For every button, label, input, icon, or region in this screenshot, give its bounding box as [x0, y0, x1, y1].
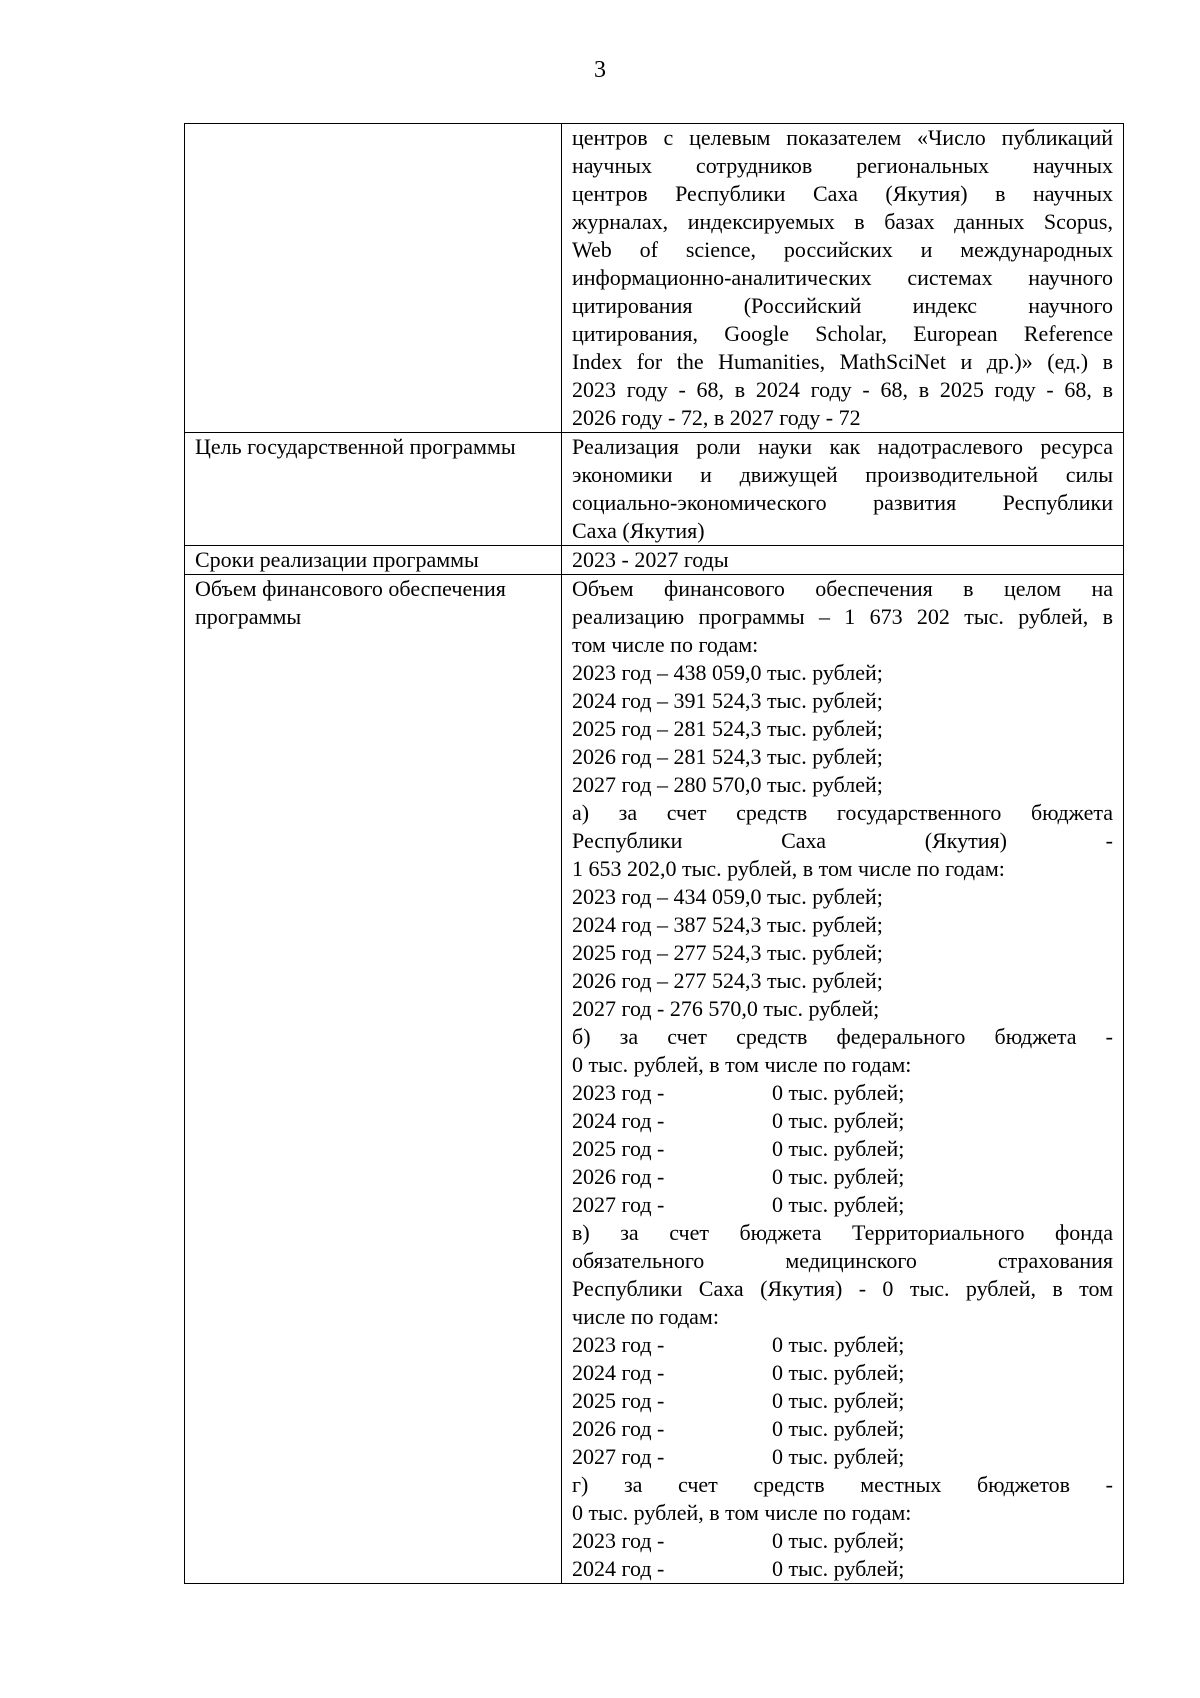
- text-line: центров Республики Саха (Якутия) в научных: [572, 181, 1113, 206]
- text-line: социально-экономического развития Республики: [572, 490, 1113, 515]
- year-line: [572, 1443, 1113, 1471]
- year-line: [572, 1555, 1113, 1583]
- year-line: 2027 год - 276 570,0 тыс. рублей;: [572, 996, 880, 1021]
- text-line: г) за счет средств местных бюджетов -: [572, 1472, 1113, 1497]
- year-line: 2025 год – 277 524,3 тыс. рублей;: [572, 940, 883, 965]
- year-line: [572, 1079, 1113, 1107]
- year-label: 2025 год -: [572, 1136, 665, 1161]
- text-line: Объем финансового обеспечения в целом на: [572, 576, 1113, 601]
- table-row: [185, 546, 1124, 575]
- year-line: 2023 год – 438 059,0 тыс. рублей;: [572, 660, 883, 685]
- amount-label: 0 тыс. рублей;: [772, 1556, 905, 1581]
- amount-label: 0 тыс. рублей;: [772, 1080, 905, 1105]
- text-line: реализацию программы – 1 673 202 тыс. рублей, в: [572, 604, 1113, 629]
- year-line: [572, 1415, 1113, 1443]
- program-passport-table: [184, 123, 1124, 1584]
- amount-label: 0 тыс. рублей;: [772, 1332, 905, 1357]
- year-line: [572, 1527, 1113, 1555]
- amount-label: 0 тыс. рублей;: [772, 1164, 905, 1189]
- year-label: 2025 год -: [572, 1388, 665, 1413]
- text-line: цитирования (Российский индекс научного: [572, 293, 1113, 318]
- year-line: 2024 год – 387 524,3 тыс. рублей;: [572, 912, 883, 937]
- year-line: [572, 1163, 1113, 1191]
- amount-label: 0 тыс. рублей;: [772, 1444, 905, 1469]
- amount-label: 0 тыс. рублей;: [772, 1528, 905, 1553]
- year-label: 2027 год -: [572, 1444, 665, 1469]
- year-label: 2027 год -: [572, 1192, 665, 1217]
- year-label: 2024 год -: [572, 1360, 665, 1385]
- terms-label: Сроки реализации программы: [185, 546, 562, 575]
- text-line: Web of science, российских и международных: [572, 237, 1113, 262]
- year-line: [572, 1107, 1113, 1135]
- year-label: 2024 год -: [572, 1556, 665, 1581]
- text-line: а) за счет средств государственного бюджета: [572, 800, 1113, 825]
- goal-label: Цель государственной программы: [185, 433, 562, 546]
- year-line: 2027 год – 280 570,0 тыс. рублей;: [572, 772, 883, 797]
- year-line: 2023 год – 434 059,0 тыс. рублей;: [572, 884, 883, 909]
- year-line: 2025 год – 281 524,3 тыс. рублей;: [572, 716, 883, 741]
- goal-value: [562, 433, 1124, 546]
- year-line: [572, 1331, 1113, 1359]
- text-line: 2026 году - 72, в 2027 году - 72: [572, 405, 861, 430]
- amount-label: 0 тыс. рублей;: [772, 1108, 905, 1133]
- amount-label: 0 тыс. рублей;: [772, 1360, 905, 1385]
- amount-label: 0 тыс. рублей;: [772, 1136, 905, 1161]
- year-line: [572, 1191, 1113, 1219]
- year-line: 2026 год – 277 524,3 тыс. рублей;: [572, 968, 883, 993]
- year-label: 2024 год -: [572, 1108, 665, 1133]
- finance-value: [562, 575, 1124, 1584]
- text-line: обязательного медицинского страхования: [572, 1248, 1113, 1273]
- year-line: 2026 год – 281 524,3 тыс. рублей;: [572, 744, 883, 769]
- terms-value: 2023 - 2027 годы: [562, 546, 1124, 575]
- page-number: 3: [594, 57, 606, 83]
- row-label-empty: [185, 124, 562, 433]
- text-line: центров с целевым показателем «Число публикаций: [572, 125, 1113, 150]
- year-label: 2023 год -: [572, 1080, 665, 1105]
- text-line: том числе по годам:: [572, 632, 759, 657]
- year-line: [572, 1135, 1113, 1163]
- year-line: [572, 1387, 1113, 1415]
- table-row: [185, 575, 1124, 1584]
- text-line: Саха (Якутия): [572, 518, 705, 543]
- text-line: 1 653 202,0 тыс. рублей, в том числе по годам:: [572, 856, 1005, 881]
- text-line: Республики Саха (Якутия) - 0 тыс. рублей, в том: [572, 1276, 1113, 1301]
- text-line: Республики Саха (Якутия) -: [572, 828, 1113, 853]
- text-line: научных сотрудников региональных научных: [572, 153, 1113, 178]
- amount-label: 0 тыс. рублей;: [772, 1388, 905, 1413]
- text-line: б) за счет средств федерального бюджета -: [572, 1024, 1113, 1049]
- year-label: 2023 год -: [572, 1528, 665, 1553]
- text-line: 2023 году - 68, в 2024 году - 68, в 2025 году - 68, в: [572, 377, 1113, 402]
- table-row: [185, 124, 1124, 433]
- year-line: [572, 1359, 1113, 1387]
- year-label: 2026 год -: [572, 1164, 665, 1189]
- table-row: [185, 433, 1124, 546]
- text-line: Реализация роли науки как надотраслевого ресурса: [572, 434, 1113, 459]
- continuation-cell: [562, 124, 1124, 433]
- year-line: 2024 год – 391 524,3 тыс. рублей;: [572, 688, 883, 713]
- year-label: 2026 год -: [572, 1416, 665, 1441]
- amount-label: 0 тыс. рублей;: [772, 1416, 905, 1441]
- text-line: информационно-аналитических системах научного: [572, 265, 1113, 290]
- text-line: журналах, индексируемых в базах данных Scopus,: [572, 209, 1113, 234]
- year-label: 2023 год -: [572, 1332, 665, 1357]
- text-line: 0 тыс. рублей, в том числе по годам:: [572, 1500, 912, 1525]
- amount-label: 0 тыс. рублей;: [772, 1192, 905, 1217]
- text-line: в) за счет бюджета Территориального фонда: [572, 1220, 1113, 1245]
- text-line: цитирования, Google Scholar, European Reference: [572, 321, 1113, 346]
- text-line: Index for the Humanities, MathSciNet и др.)» (ед.) в: [572, 349, 1113, 374]
- text-line: 0 тыс. рублей, в том числе по годам:: [572, 1052, 912, 1077]
- finance-label: Объем финансового обеспечения программы: [185, 575, 562, 1584]
- text-line: экономики и движущей производительной силы: [572, 462, 1113, 487]
- text-line: числе по годам:: [572, 1304, 719, 1329]
